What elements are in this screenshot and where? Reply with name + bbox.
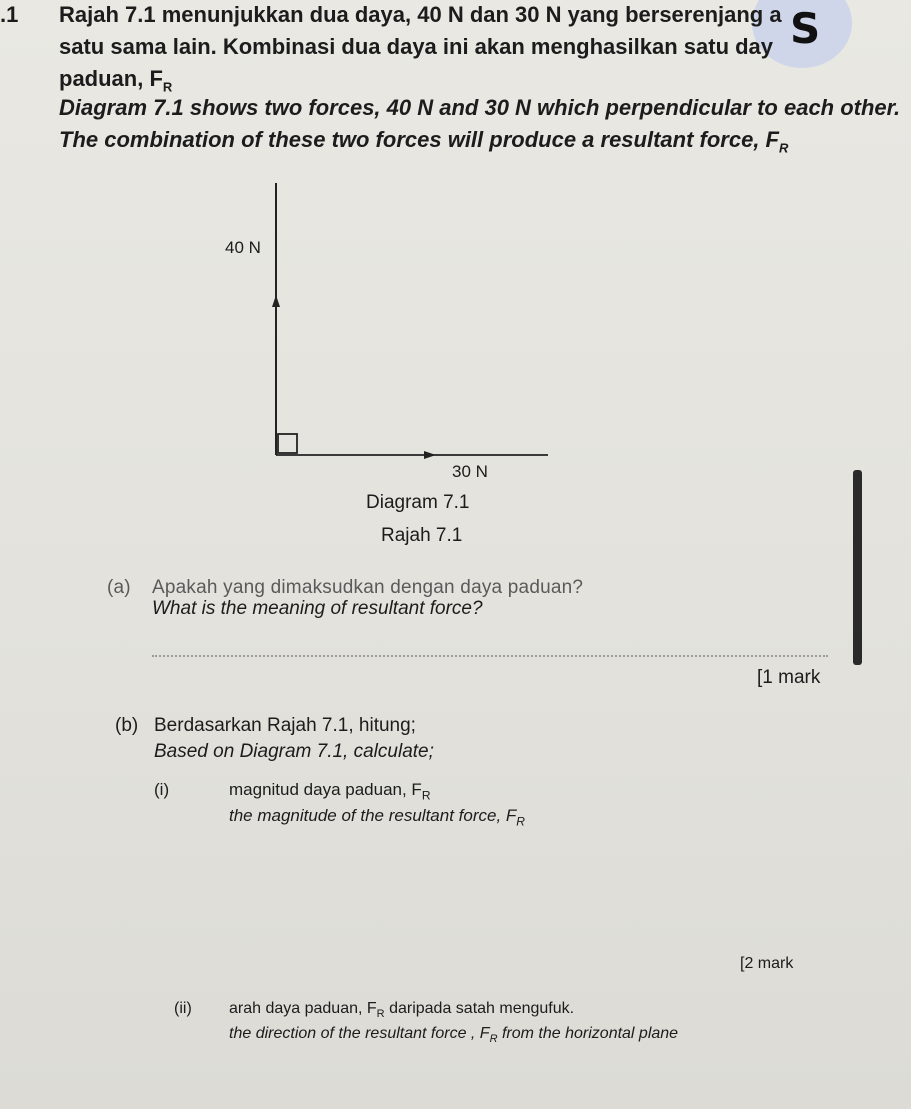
horizontal-arrowhead [424,451,436,459]
right-angle-marker [278,434,297,453]
part-b-label: (b) [115,715,139,736]
part-b-i-marks: [2 mark [740,955,794,972]
intro-en-line2: The combination of these two forces will produce a resultant force, $F_R$ [59,127,789,156]
intro-ms-line1: Rajah 7.1 menunjukkan dua daya, 40 N dan 30 N yang berserenjang a [59,2,782,27]
intro-ms-line2: satu sama lain. Kombinasi dua daya ini akan menghasilkan satu day [59,34,774,59]
part-b-i-text-en: the magnitude of the resultant force, $F_R$ [229,806,525,829]
vertical-arrowhead [272,295,280,307]
part-a-label: (a) [107,577,131,598]
page-edge-bar [853,470,862,665]
question-number: .1 [0,2,19,27]
part-b-i-text-ms: magnitud daya paduan, $F_R$ [229,780,431,803]
label-40n: 40 N [225,238,261,257]
logo-glyph: S [790,4,821,53]
part-a-text-en: What is the meaning of resultant force? [152,598,483,619]
answer-line [152,655,828,657]
label-30n: 30 N [452,462,488,481]
part-b-i-label: (i) [154,780,170,799]
part-a-marks: [1 mark [757,667,821,688]
part-b-text-ms: Berdasarkan Rajah 7.1, hitung; [154,715,416,736]
diagram-caption-ms: Rajah 7.1 [381,525,463,546]
part-b-ii-text-en: the direction of the resultant force , $F_R$ from the horizontal plane [229,1025,679,1046]
intro-ms-line3: paduan, $F_R$ [59,66,173,95]
intro-en-line1: Diagram 7.1 shows two forces, 40 N and 30 N which perpendicular to each other. [59,95,901,120]
part-b-ii-text-ms: arah daya paduan, $F_R$ daripada satah mengufuk. [229,1000,575,1021]
part-b-ii-label: (ii) [174,1000,192,1017]
part-b-text-en: Based on Diagram 7.1, calculate; [154,741,434,762]
part-a-text-ms: Apakah yang dimaksudkan dengan daya paduan? [152,577,584,598]
diagram-caption-en: Diagram 7.1 [366,492,470,513]
